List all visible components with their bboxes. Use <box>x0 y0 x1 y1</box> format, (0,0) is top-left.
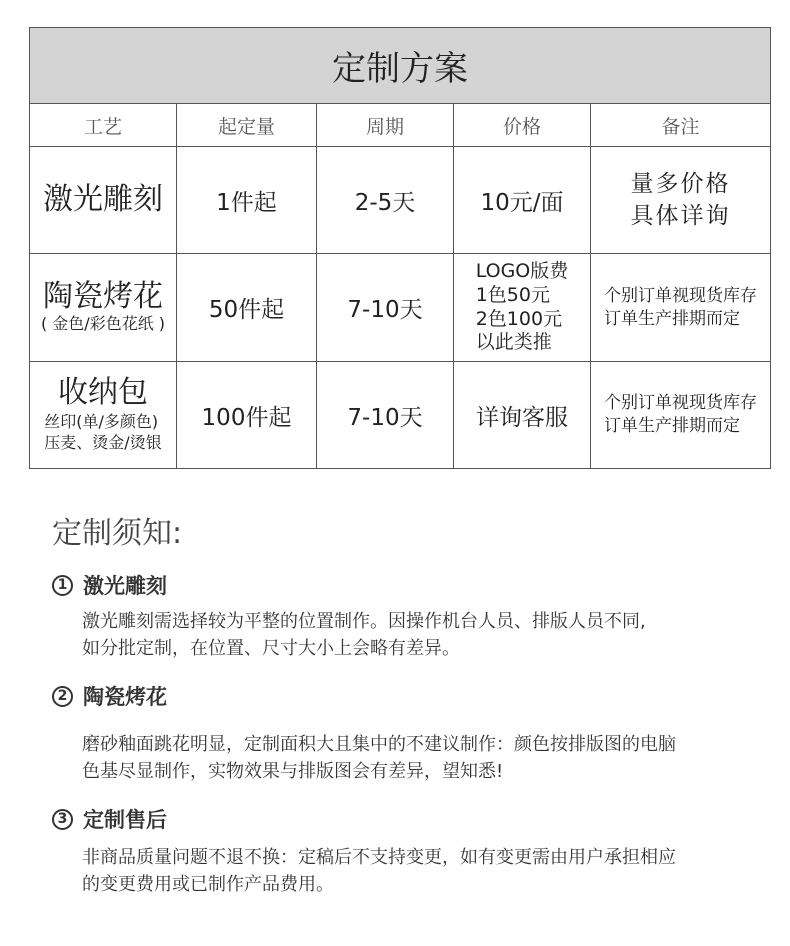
price-line: LOGO版费 <box>475 260 569 282</box>
price-cell: 10元/面 <box>454 147 591 254</box>
craft-subtext: ( 金色/彩色花纸 ) <box>40 314 166 334</box>
price-line: 1色50元 <box>475 283 550 306</box>
craft-name: 收纳包 <box>58 375 148 411</box>
table-title: 定制方案 <box>30 28 771 104</box>
notice-section <box>52 681 762 785</box>
circled-number-icon: 1 <box>52 575 73 596</box>
header-note: 备注 <box>591 104 771 147</box>
qty-cell: 100件起 <box>177 362 317 469</box>
custom-plan-table <box>29 27 771 469</box>
craft-cell <box>30 147 177 254</box>
section-heading: 陶瓷烤花 <box>83 685 167 709</box>
notice-section <box>52 804 762 898</box>
period-cell: 2-5天 <box>317 147 454 254</box>
section-line: 磨砂釉面跳花明显，定制面积大且集中的不建议制作：颜色按排版图的电脑 <box>82 734 676 755</box>
table-row <box>30 362 771 469</box>
craft-cell <box>30 362 177 469</box>
note-line: 订单生产排期而定 <box>604 416 741 436</box>
price-line: 2色100元 <box>475 307 563 330</box>
note-line: 个别订单视现货库存 <box>604 285 758 306</box>
section-line: 激光雕刻需选择较为平整的位置制作。因操作机台人员、排版人员不同, <box>82 611 646 632</box>
craft-name: 陶瓷烤花 <box>43 278 163 314</box>
notice-section <box>52 570 762 662</box>
header-craft: 工艺 <box>30 104 177 147</box>
note-cell <box>591 254 771 362</box>
note-line: 具体详询 <box>630 203 731 229</box>
qty-cell: 1件起 <box>177 147 317 254</box>
table-row <box>30 254 771 362</box>
craft-name: 激光雕刻 <box>43 181 163 217</box>
qty-cell: 50件起 <box>177 254 317 362</box>
header-qty: 起定量 <box>177 104 317 147</box>
section-line: 色基尽显制作，实物效果与排版图会有差异，望知悉! <box>82 761 504 782</box>
table-header-row <box>30 104 771 147</box>
price-line: 以此类推 <box>475 331 552 354</box>
section-heading: 激光雕刻 <box>83 574 167 598</box>
craft-subtext: 丝印(单/多颜色) <box>44 411 159 431</box>
craft-subtext: 压麦、烫金/烫银 <box>44 433 162 453</box>
circled-number-icon: 3 <box>52 809 73 830</box>
note-line: 个别订单视现货库存 <box>604 393 758 414</box>
section-line: 非商品质量问题不退不换：定稿后不支持变更，如有变更需由用户承担相应 <box>82 847 676 868</box>
note-cell <box>591 147 771 254</box>
table-row <box>30 147 771 254</box>
period-cell: 7-10天 <box>317 254 454 362</box>
header-period: 周期 <box>317 104 454 147</box>
section-line: 的变更费用或已制作产品费用。 <box>82 874 334 895</box>
craft-cell <box>30 254 177 362</box>
price-cell <box>454 254 591 362</box>
notice-title: 定制须知: <box>52 516 183 551</box>
circled-number-icon: 2 <box>52 686 73 707</box>
header-price: 价格 <box>454 104 591 147</box>
note-cell <box>591 362 771 469</box>
section-heading: 定制售后 <box>83 808 167 832</box>
price-cell: 详询客服 <box>454 362 591 469</box>
period-cell: 7-10天 <box>317 362 454 469</box>
note-line: 订单生产排期而定 <box>604 308 741 329</box>
section-line: 如分批定制，在位置、尺寸大小上会略有差异。 <box>82 638 460 659</box>
note-line: 量多价格 <box>630 170 731 197</box>
